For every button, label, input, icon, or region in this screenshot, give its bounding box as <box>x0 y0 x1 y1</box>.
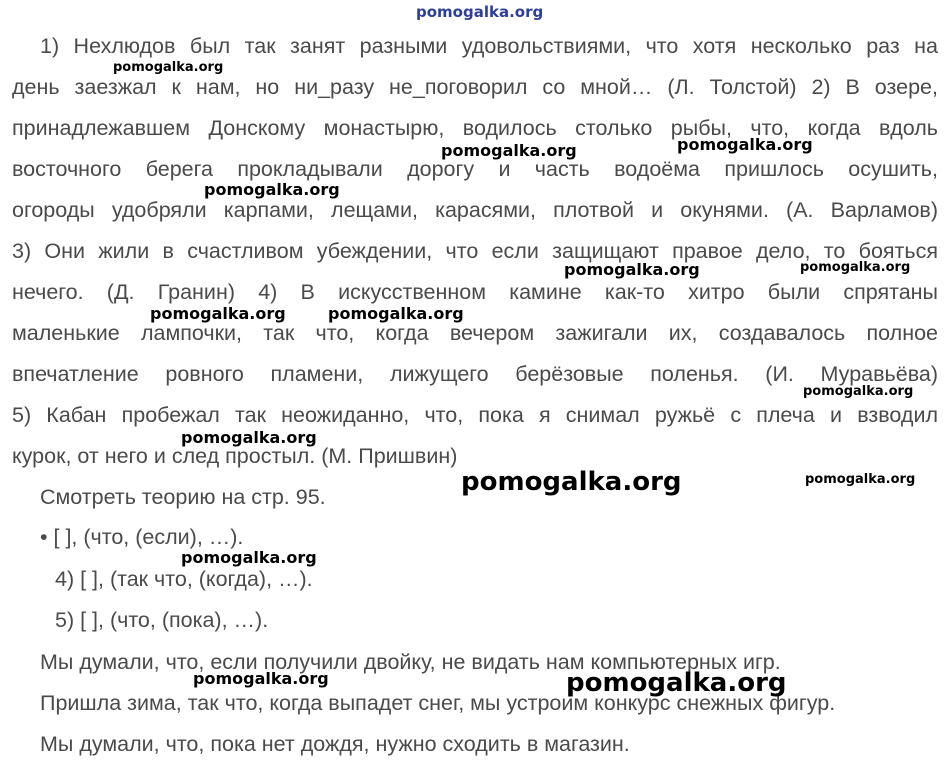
example-sentence: Мы думали, что, пока нет дождя, нужно сходить в магазин. <box>40 732 630 756</box>
watermark: pomogalka.org <box>677 135 813 154</box>
watermark: pomogalka.org <box>800 260 911 275</box>
paragraph-line: 5) Кабан пробежал так неожиданно, что, пока я снимал ружьё с плеча и взводил <box>12 403 938 427</box>
paragraph-line: курок, от него и след простыл. (М. Пришвин) <box>12 444 458 468</box>
watermark: pomogalka.org <box>328 304 464 323</box>
watermark: pomogalka.org <box>193 669 329 688</box>
theory-note: Смотреть теорию на стр. 95. <box>40 485 326 509</box>
watermark: pomogalka.org <box>441 141 577 160</box>
example-sentence: Мы думали, что, если получили двойку, не видать нам компьютерных игр. <box>40 650 781 674</box>
paragraph-line: принадлежавшем Донскому монастырю, водилось столько рыбы, что, когда вдоль <box>12 116 938 140</box>
watermark: pomogalka.org <box>181 548 317 567</box>
watermark: pomogalka.org <box>181 428 317 447</box>
paragraph-line: восточного берега прокладывали дорогу и часть водоёма пришлось осушить, <box>12 157 938 181</box>
paragraph-line: день заезжал к нам, но ни_разу не_поговорил со мной… (Л. Толстой) 2) В озере, <box>12 75 938 99</box>
watermark: pomogalka.org <box>150 304 286 323</box>
watermark-large: pomogalka.org <box>566 668 787 698</box>
paragraph-line: впечатление ровного пламени, лижущего берёзовые поленья. (И. Муравьёва) <box>12 362 938 386</box>
scheme-item: 4) [ ], (так что, (когда), …). <box>55 567 313 591</box>
watermark: pomogalka.org <box>113 60 224 75</box>
watermark: pomogalka.org <box>204 180 340 199</box>
watermark: pomogalka.org <box>803 384 914 399</box>
paragraph-line: нечего. (Д. Гранин) 4) В искусственном камине как-то хитро были спрятаны <box>12 280 938 304</box>
watermark: pomogalka.org <box>805 472 916 487</box>
scheme-item: • [ ], (что, (если), …). <box>40 525 244 549</box>
watermark: pomogalka.org <box>564 260 700 279</box>
example-sentence: Пришла зима, так что, когда выпадет снег, мы устроим конкурс снежных фигур. <box>40 691 836 715</box>
paragraph-line: маленькие лампочки, так что, когда вечером зажигали их, создавалось полное <box>12 321 938 345</box>
paragraph-line: 3) Они жили в счастливом убеждении, что если защищают правое дело, то бояться <box>12 239 938 263</box>
paragraph-line: огороды удобряли карпами, лещами, карасями, плотвой и окунями. (А. Варламов) <box>12 198 938 222</box>
watermark-large: pomogalka.org <box>461 467 682 497</box>
paragraph-line: 1) Нехлюдов был так занят разными удовольствиями, что хотя несколько раз на <box>40 34 938 58</box>
scheme-item: 5) [ ], (что, (пока), …). <box>55 608 269 632</box>
watermark-top: pomogalka.org <box>416 3 544 21</box>
